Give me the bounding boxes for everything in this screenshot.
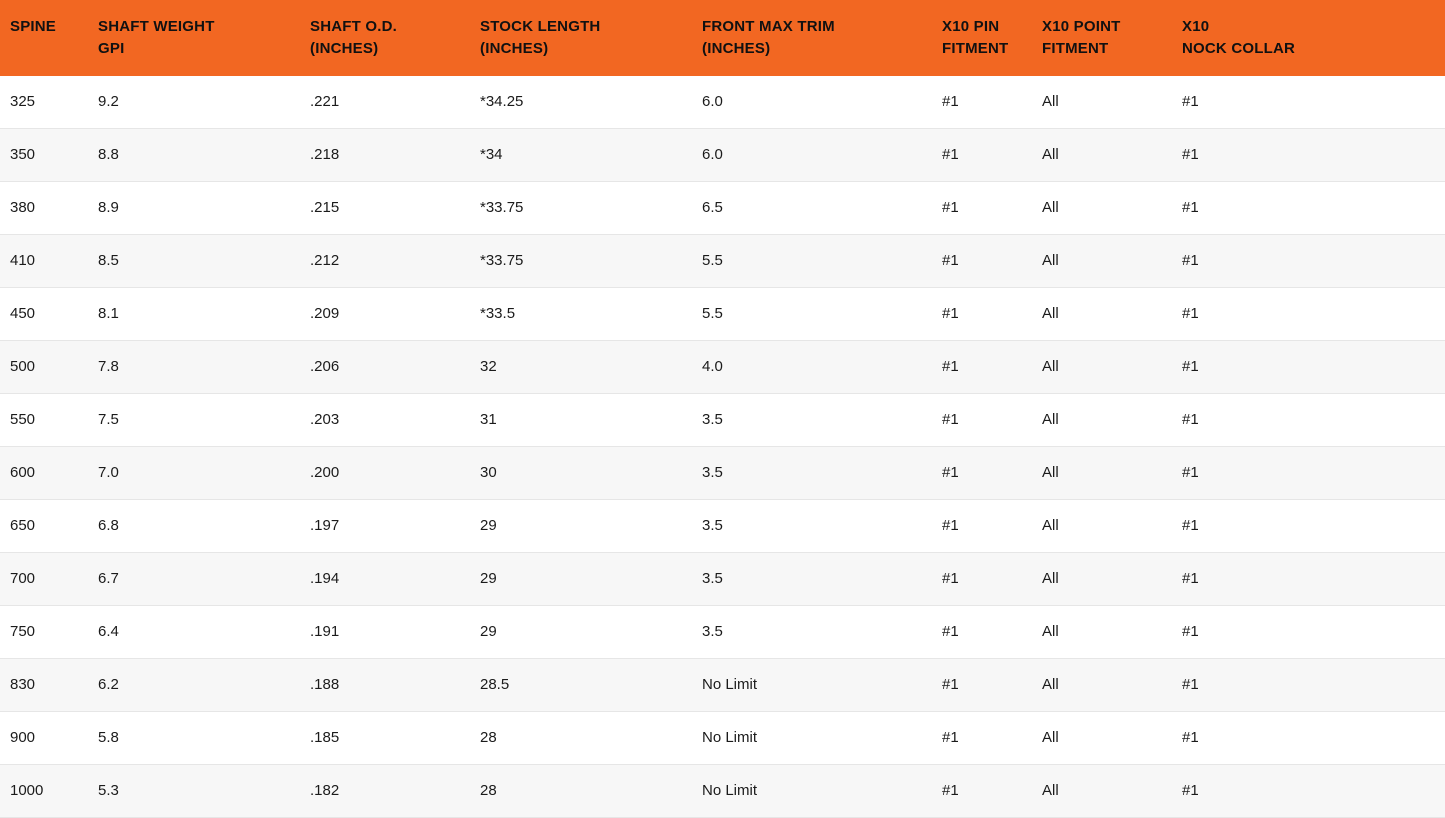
cell-spine: 500 [0, 340, 98, 393]
cell-spine: 410 [0, 234, 98, 287]
column-header-line2: FITMENT [1042, 39, 1109, 57]
cell-shaft-weight: 8.5 [98, 234, 310, 287]
cell-shaft-weight: 8.8 [98, 128, 310, 181]
cell-x10-point-fitment: All [1042, 181, 1182, 234]
cell-spine: 380 [0, 181, 98, 234]
cell-shaft-od: .194 [310, 552, 480, 605]
cell-stock-length: 28.5 [480, 658, 702, 711]
cell-x10-nock-collar: #1 [1182, 128, 1445, 181]
cell-shaft-od: .203 [310, 393, 480, 446]
cell-front-max-trim: 6.0 [702, 128, 942, 181]
column-header-line1: X10 POINT [1042, 18, 1121, 35]
table-row [0, 658, 1445, 711]
cell-x10-point-fitment: All [1042, 605, 1182, 658]
cell-x10-nock-collar: #1 [1182, 552, 1445, 605]
cell-shaft-od: .218 [310, 128, 480, 181]
cell-front-max-trim: 5.5 [702, 234, 942, 287]
column-header-line2: (INCHES) [480, 39, 549, 57]
cell-shaft-weight: 5.8 [98, 711, 310, 764]
cell-shaft-od: .185 [310, 711, 480, 764]
cell-shaft-weight: 6.8 [98, 499, 310, 552]
cell-spine: 550 [0, 393, 98, 446]
cell-front-max-trim: 3.5 [702, 552, 942, 605]
cell-stock-length: 31 [480, 393, 702, 446]
cell-front-max-trim: No Limit [702, 658, 942, 711]
table-header-row [0, 0, 1445, 76]
cell-stock-length: 30 [480, 446, 702, 499]
column-header-line1: SPINE [10, 18, 57, 35]
cell-stock-length: *33.75 [480, 181, 702, 234]
cell-x10-point-fitment: All [1042, 393, 1182, 446]
cell-x10-point-fitment: All [1042, 340, 1182, 393]
cell-x10-pin-fitment: #1 [942, 287, 1042, 340]
cell-x10-point-fitment: All [1042, 552, 1182, 605]
cell-shaft-weight: 8.9 [98, 181, 310, 234]
cell-spine: 750 [0, 605, 98, 658]
cell-x10-nock-collar: #1 [1182, 499, 1445, 552]
cell-x10-point-fitment: All [1042, 658, 1182, 711]
table-body [0, 76, 1445, 818]
cell-x10-pin-fitment: #1 [942, 605, 1042, 658]
cell-front-max-trim: 6.0 [702, 76, 942, 129]
cell-x10-nock-collar: #1 [1182, 234, 1445, 287]
cell-x10-pin-fitment: #1 [942, 181, 1042, 234]
cell-spine: 900 [0, 711, 98, 764]
cell-x10-nock-collar: #1 [1182, 287, 1445, 340]
cell-front-max-trim: 3.5 [702, 605, 942, 658]
cell-front-max-trim: 3.5 [702, 446, 942, 499]
cell-stock-length: 32 [480, 340, 702, 393]
cell-spine: 600 [0, 446, 98, 499]
cell-shaft-weight: 6.7 [98, 552, 310, 605]
column-header-stock-length [480, 0, 702, 76]
column-header-line1: X10 PIN [942, 18, 1000, 35]
table-row [0, 605, 1445, 658]
cell-shaft-od: .221 [310, 76, 480, 129]
table-row [0, 393, 1445, 446]
cell-stock-length: 29 [480, 499, 702, 552]
cell-x10-pin-fitment: #1 [942, 76, 1042, 129]
cell-shaft-od: .191 [310, 605, 480, 658]
table-row [0, 552, 1445, 605]
cell-shaft-od: .197 [310, 499, 480, 552]
cell-shaft-od: .212 [310, 234, 480, 287]
cell-x10-point-fitment: All [1042, 764, 1182, 817]
cell-stock-length: 29 [480, 552, 702, 605]
column-header-line1: SHAFT WEIGHT [98, 18, 215, 35]
cell-x10-point-fitment: All [1042, 711, 1182, 764]
column-header-line2: (INCHES) [702, 39, 771, 57]
cell-stock-length: *34.25 [480, 76, 702, 129]
cell-front-max-trim: 6.5 [702, 181, 942, 234]
cell-front-max-trim: 5.5 [702, 287, 942, 340]
cell-x10-pin-fitment: #1 [942, 340, 1042, 393]
cell-shaft-weight: 9.2 [98, 76, 310, 129]
cell-x10-pin-fitment: #1 [942, 234, 1042, 287]
cell-stock-length: *33.75 [480, 234, 702, 287]
cell-x10-pin-fitment: #1 [942, 446, 1042, 499]
column-header-front-max-trim [702, 0, 942, 76]
table-header [0, 0, 1445, 76]
table-row [0, 76, 1445, 129]
cell-front-max-trim: 3.5 [702, 499, 942, 552]
cell-front-max-trim: No Limit [702, 764, 942, 817]
column-header-line1: FRONT MAX TRIM [702, 18, 835, 35]
cell-x10-pin-fitment: #1 [942, 658, 1042, 711]
column-header-shaft-od [310, 0, 480, 76]
cell-shaft-weight: 6.2 [98, 658, 310, 711]
column-header-line2: NOCK COLLAR [1182, 39, 1296, 57]
cell-spine: 700 [0, 552, 98, 605]
cell-spine: 325 [0, 76, 98, 129]
cell-shaft-od: .215 [310, 181, 480, 234]
cell-x10-nock-collar: #1 [1182, 76, 1445, 129]
cell-stock-length: 29 [480, 605, 702, 658]
cell-x10-nock-collar: #1 [1182, 605, 1445, 658]
table-row [0, 446, 1445, 499]
cell-front-max-trim: 4.0 [702, 340, 942, 393]
cell-shaft-weight: 5.3 [98, 764, 310, 817]
cell-x10-nock-collar: #1 [1182, 764, 1445, 817]
cell-front-max-trim: No Limit [702, 711, 942, 764]
column-header-x10-pin-fitment [942, 0, 1042, 76]
cell-shaft-weight: 7.0 [98, 446, 310, 499]
cell-x10-point-fitment: All [1042, 499, 1182, 552]
cell-x10-pin-fitment: #1 [942, 711, 1042, 764]
cell-x10-nock-collar: #1 [1182, 658, 1445, 711]
table-row [0, 234, 1445, 287]
cell-spine: 830 [0, 658, 98, 711]
column-header-shaft-weight [98, 0, 310, 76]
cell-x10-point-fitment: All [1042, 128, 1182, 181]
table-row [0, 764, 1445, 817]
cell-x10-pin-fitment: #1 [942, 552, 1042, 605]
cell-x10-point-fitment: All [1042, 234, 1182, 287]
cell-x10-nock-collar: #1 [1182, 711, 1445, 764]
table-row [0, 181, 1445, 234]
column-header-line1: X10 [1182, 18, 1210, 35]
cell-x10-point-fitment: All [1042, 287, 1182, 340]
cell-x10-pin-fitment: #1 [942, 499, 1042, 552]
cell-shaft-weight: 7.8 [98, 340, 310, 393]
column-header-spine [0, 0, 98, 76]
cell-spine: 350 [0, 128, 98, 181]
cell-shaft-od: .188 [310, 658, 480, 711]
cell-front-max-trim: 3.5 [702, 393, 942, 446]
cell-x10-nock-collar: #1 [1182, 446, 1445, 499]
cell-spine: 450 [0, 287, 98, 340]
cell-x10-pin-fitment: #1 [942, 393, 1042, 446]
column-header-x10-nock-collar [1182, 0, 1445, 76]
cell-shaft-od: .206 [310, 340, 480, 393]
cell-spine: 650 [0, 499, 98, 552]
cell-stock-length: 28 [480, 764, 702, 817]
cell-x10-pin-fitment: #1 [942, 764, 1042, 817]
table-row [0, 128, 1445, 181]
column-header-line1: SHAFT O.D. [310, 18, 397, 35]
cell-x10-nock-collar: #1 [1182, 340, 1445, 393]
cell-stock-length: *33.5 [480, 287, 702, 340]
cell-shaft-od: .209 [310, 287, 480, 340]
cell-x10-point-fitment: All [1042, 446, 1182, 499]
column-header-line2: (INCHES) [310, 39, 379, 57]
cell-shaft-weight: 7.5 [98, 393, 310, 446]
cell-shaft-od: .200 [310, 446, 480, 499]
table-row [0, 711, 1445, 764]
cell-x10-pin-fitment: #1 [942, 128, 1042, 181]
table-row [0, 340, 1445, 393]
cell-x10-nock-collar: #1 [1182, 393, 1445, 446]
cell-spine: 1000 [0, 764, 98, 817]
cell-shaft-weight: 8.1 [98, 287, 310, 340]
column-header-line2: GPI [98, 39, 125, 57]
cell-stock-length: 28 [480, 711, 702, 764]
table-row [0, 287, 1445, 340]
table-row [0, 499, 1445, 552]
column-header-line2: FITMENT [942, 39, 1009, 57]
cell-x10-nock-collar: #1 [1182, 181, 1445, 234]
cell-stock-length: *34 [480, 128, 702, 181]
cell-shaft-weight: 6.4 [98, 605, 310, 658]
column-header-x10-point-fitment [1042, 0, 1182, 76]
cell-x10-point-fitment: All [1042, 76, 1182, 129]
column-header-line1: STOCK LENGTH [480, 18, 601, 35]
cell-shaft-od: .182 [310, 764, 480, 817]
